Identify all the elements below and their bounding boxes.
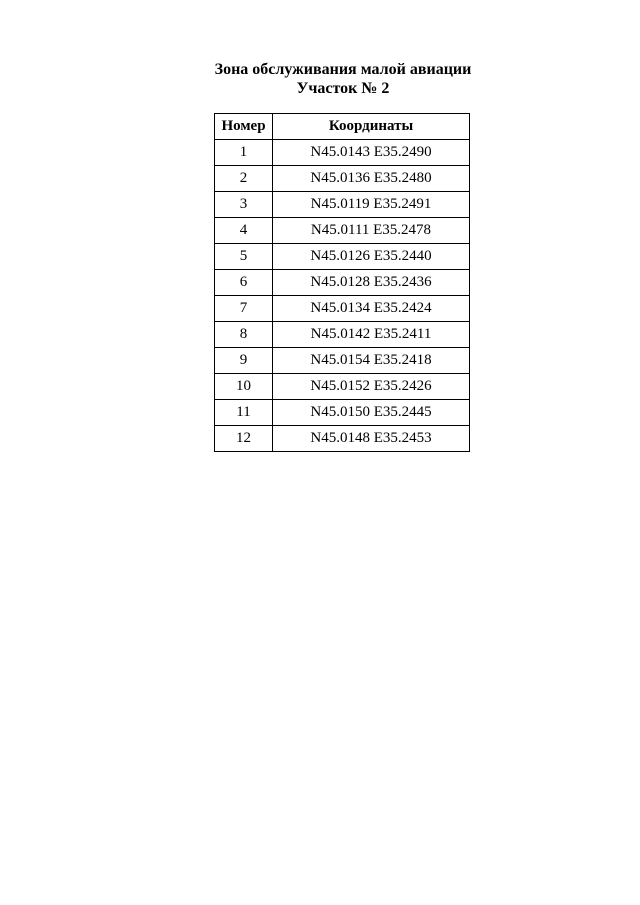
table-row xyxy=(215,218,470,244)
table-header-row xyxy=(215,114,470,140)
cell-number: 4 xyxy=(215,218,273,244)
table-row xyxy=(215,400,470,426)
table-row xyxy=(215,296,470,322)
header-number: Номер xyxy=(215,114,273,140)
cell-coordinates: N45.0142 E35.2411 xyxy=(273,322,470,348)
cell-number: 2 xyxy=(215,166,273,192)
cell-coordinates: N45.0154 E35.2418 xyxy=(273,348,470,374)
cell-coordinates: N45.0128 E35.2436 xyxy=(273,270,470,296)
table-row xyxy=(215,270,470,296)
header-coordinates: Координаты xyxy=(273,114,470,140)
cell-coordinates: N45.0150 E35.2445 xyxy=(273,400,470,426)
coordinates-table xyxy=(214,113,470,452)
cell-coordinates: N45.0143 E35.2490 xyxy=(273,140,470,166)
table-row xyxy=(215,374,470,400)
cell-number: 5 xyxy=(215,244,273,270)
table-row xyxy=(215,322,470,348)
cell-number: 3 xyxy=(215,192,273,218)
document-title xyxy=(0,60,640,98)
cell-coordinates: N45.0136 E35.2480 xyxy=(273,166,470,192)
table-row xyxy=(215,166,470,192)
table-row xyxy=(215,244,470,270)
cell-number: 1 xyxy=(215,140,273,166)
cell-number: 8 xyxy=(215,322,273,348)
cell-coordinates: N45.0111 E35.2478 xyxy=(273,218,470,244)
cell-coordinates: N45.0119 E35.2491 xyxy=(273,192,470,218)
cell-coordinates: N45.0152 E35.2426 xyxy=(273,374,470,400)
table-row xyxy=(215,140,470,166)
title-subtitle: Участок № 2 xyxy=(296,80,390,97)
title-main: Зона обслуживания малой авиации xyxy=(214,61,472,78)
cell-number: 7 xyxy=(215,296,273,322)
cell-coordinates: N45.0126 E35.2440 xyxy=(273,244,470,270)
cell-number: 9 xyxy=(215,348,273,374)
table-row xyxy=(215,426,470,452)
table-row xyxy=(215,192,470,218)
cell-number: 6 xyxy=(215,270,273,296)
cell-number: 10 xyxy=(215,374,273,400)
table-row xyxy=(215,348,470,374)
cell-number: 11 xyxy=(215,400,273,426)
cell-number: 12 xyxy=(215,426,273,452)
cell-coordinates: N45.0148 E35.2453 xyxy=(273,426,470,452)
cell-coordinates: N45.0134 E35.2424 xyxy=(273,296,470,322)
